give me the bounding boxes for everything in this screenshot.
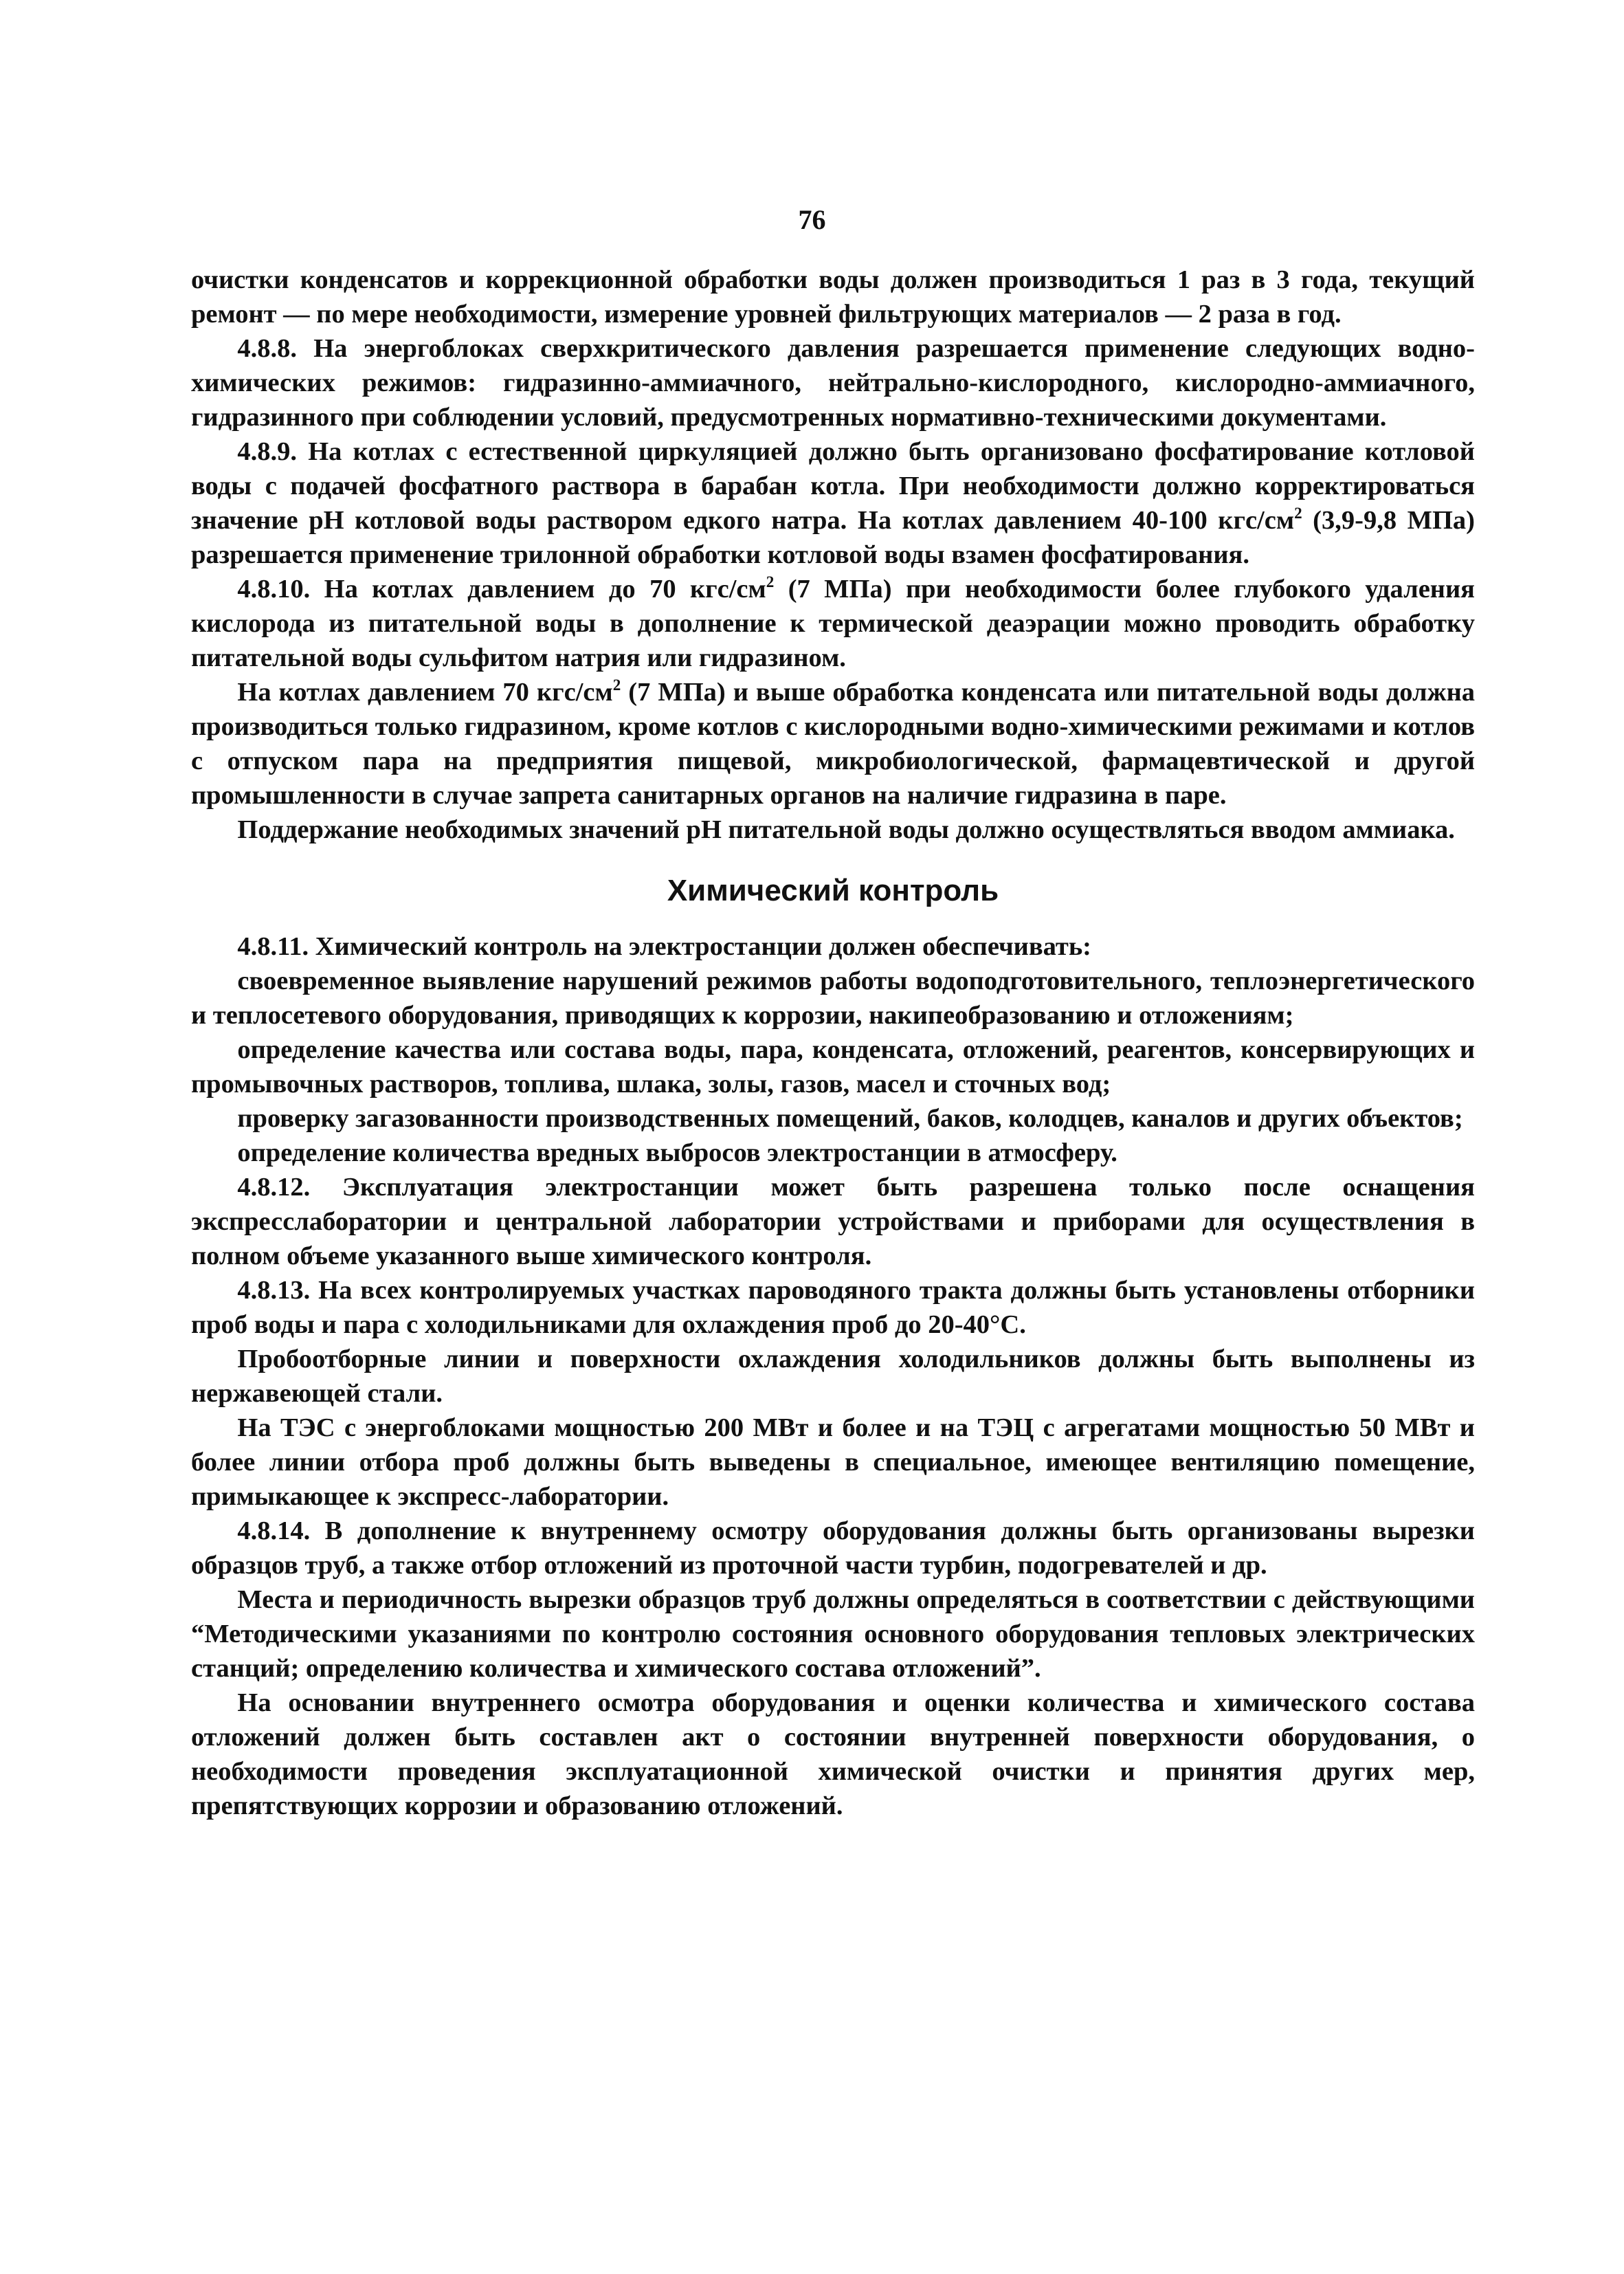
paragraph-4-8-10-ph: Поддержание необходимых значений pH питательной воды должно осуществляться вводом аммиака. <box>237 815 1455 844</box>
list-item: своевременное выявление нарушений режимов работы водоподготовительного, теплоэнергетического и теплосетевого оборудования, приводящих к коррозии, накипеобразованию и отложениям; <box>191 967 1475 1030</box>
paragraph-4-8-12: 4.8.12. Эксплуатация электростанции может быть разрешена только после оснащения экспресслаборатории и центральной лаборатории устройствами и приборами для осуществления в полном объеме указанного выше химического контроля. <box>191 1173 1475 1270</box>
page-number: 76 <box>798 204 826 235</box>
paragraph-text-part: (7 МПа) и выше обработка конденсата или питательной воды должна производиться только гидразином, кроме котлов с кислородными водно-химическими режимами и котлов с отпуском пара на предприятия пищевой, микробиологической, фармацевтической и другой промышленности в случае запрета санитарных органов на наличие гидразина в паре. <box>191 678 1475 810</box>
paragraph-text-part: (3,9-9,8 МПа) разрешается применение трилонной обработки котловой воды взамен фосфатирования. <box>191 506 1476 569</box>
list-item: определение качества или состава воды, пара, конденсата, отложений, реагентов, консервирующих и промывочных растворов, топлива, шлака, золы, газов, масел и сточных вод; <box>191 1035 1475 1099</box>
paragraph-4-8-13-lines: Пробоотборные линии и поверхности охлаждения холодильников должны быть выполнены из нержавеющей стали. <box>191 1345 1475 1408</box>
section-heading: Химический контроль <box>667 874 999 907</box>
paragraph-4-8-14-places: Места и периодичность вырезки образцов труб должны определяться в соответствии с действующими “Методическими указаниями по контролю состояния основного оборудования тепловых электрических станций; определению количества и химического состава отложений”. <box>191 1585 1475 1683</box>
paragraph-4-8-14: 4.8.14. В дополнение к внутреннему осмотру оборудования должны быть организованы вырезки образцов труб, а также отбор отложений из проточной части турбин, подогревателей и др. <box>191 1516 1475 1580</box>
paragraph-4-8-13: 4.8.13. На всех контролируемых участках пароводяного тракта должны быть установлены отборники проб воды и пара с холодильниками для охлаждения проб до 20-40°С. <box>191 1276 1475 1339</box>
paragraph-4-8-10-hydrazine <box>191 675 1475 813</box>
paragraph-4-8-13-tes: На ТЭС с энергоблоками мощностью 200 МВт и более и на ТЭЦ с агрегатами мощностью 50 МВт и более линии отбора проб должны быть выведены в специальное, имеющее вентиляцию помещение, примыкающее к экспресс-лаборатории. <box>191 1413 1475 1511</box>
superscript: 2 <box>612 676 621 694</box>
paragraph-4-8-14-act: На основании внутреннего осмотра оборудования и оценки количества и химического состава отложений должен быть составлен акт о состоянии внутренней поверхности оборудования, о необходимости проведения эксплуатационной химической очистки и принятия других мер, препятствующих коррозии и образованию отложений. <box>191 1688 1475 1820</box>
superscript: 2 <box>1294 504 1302 522</box>
paragraph-text-part: 4.8.9. На котлах с естественной циркуляцией должно быть организовано фосфатирование котловой воды с подачей фосфатного раствора в барабан котла. При необходимости должно корректироваться значение pH котловой воды раствором едкого натра. На котлах давлением 40-100 кгс/см <box>191 437 1475 535</box>
paragraph-text-part: (7 МПа) при необходимости более глубокого удаления кислорода из питательной воды в дополнение к термической деаэрации можно проводить обработку питательной воды сульфитом натрия или гидразином. <box>191 575 1475 672</box>
paragraph-continuation: очистки конденсатов и коррекционной обработки воды должен производиться 1 раз в 3 года, текущий ремонт — по мере необходимости, измерение уровней фильтрующих материалов — 2 раза в год. <box>191 265 1475 329</box>
paragraph-4-8-9 <box>191 434 1475 572</box>
list-item: определение количества вредных выбросов электростанции в атмосферу. <box>237 1138 1117 1167</box>
list-item: проверку загазованности производственных помещений, баков, колодцев, каналов и других объектов; <box>237 1104 1463 1133</box>
paragraph-4-8-8: 4.8.8. На энергоблоках сверхкритического давления разрешается применение следующих водно-химических режимов: гидразинно-аммиачного, нейтрально-кислородного, кислородно-аммиачного, гидразинного при соблюдении условий, предусмотренных нормативно-техническими документами. <box>191 334 1475 432</box>
paragraph-text-part: 4.8.10. На котлах давлением до 70 кгс/см <box>237 575 766 604</box>
paragraph-text-part: На котлах давлением 70 кгс/см <box>237 678 613 707</box>
paragraph-4-8-11: 4.8.11. Химический контроль на электростанции должен обеспечивать: <box>237 932 1091 961</box>
paragraph-4-8-10 <box>191 572 1475 675</box>
superscript: 2 <box>766 573 775 590</box>
document-body <box>191 263 1475 1823</box>
